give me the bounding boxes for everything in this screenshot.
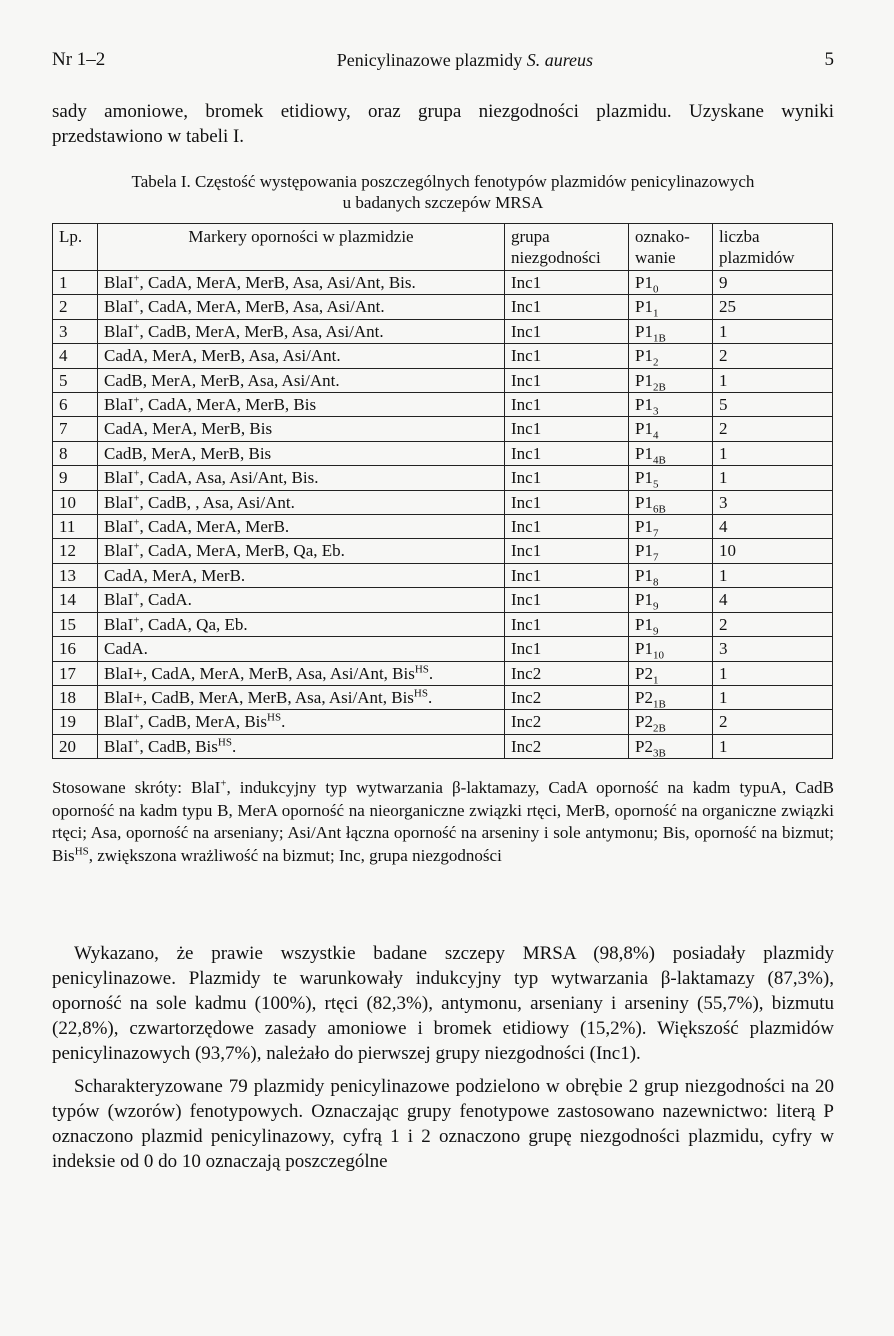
code-main: P2 — [635, 736, 653, 756]
col-code-line1: oznako- — [635, 227, 690, 246]
cell-lp: 9 — [53, 466, 98, 490]
cell-markers — [98, 734, 505, 758]
cell-count: 1 — [713, 734, 833, 758]
table-row — [53, 612, 833, 636]
cell-code — [629, 734, 713, 758]
code-main: P1 — [635, 273, 653, 292]
col-count-line2: plazmidów — [719, 248, 795, 267]
cell-markers — [98, 637, 505, 661]
col-count-line1: liczba — [719, 227, 760, 246]
code-sub: 1B — [652, 332, 666, 345]
cell-code — [629, 319, 713, 343]
table-row — [53, 393, 833, 417]
marker-text: , CadB, MerA, Bis — [139, 712, 267, 732]
body-paragraph-1: Wykazano, że prawie wszystkie badane szczepy MRSA (98,8%) posiadały plazmidy penicylinazowe. Plazmidy te warunkowały indukcyjny typ wytwarzania β-laktamazy (87,3%), oporność na sole kadmu (100%), rtęci (82,3%), antymonu, arseniany i arseniny (55,7%), bizmutu (22,8%), czwartorzędowe zasady amoniowe i bromek etidiowy (15,2%). Większość plazmidów penicylinazowych (93,7%), należało do pierwszej grupy niezgodności (Inc1). — [52, 943, 834, 1065]
marker-prefix-sup: + — [133, 492, 140, 504]
marker-text: , CadA, MerA, MerB, Asa, Asi/Ant. — [139, 297, 385, 317]
marker-text: CadA, MerA, MerB, Bis — [104, 419, 273, 439]
cell-markers — [98, 441, 505, 465]
cell-lp: 7 — [53, 417, 98, 441]
code-main: P1 — [635, 492, 653, 512]
cell-code — [629, 661, 713, 685]
cell-code — [629, 393, 713, 417]
cell-code — [629, 441, 713, 465]
cell-group: Inc2 — [505, 685, 629, 709]
table-row — [53, 466, 833, 490]
cell-lp: 2 — [53, 295, 98, 319]
code-main: P1 — [635, 443, 653, 463]
cell-group: Inc1 — [505, 319, 629, 343]
cell-count: 3 — [713, 637, 833, 661]
code-sub: 5 — [652, 478, 659, 491]
code-sub: 7 — [652, 527, 659, 540]
marker-prefix-sup: + — [133, 516, 140, 529]
marker-suffix: . — [231, 736, 237, 756]
cell-count: 1 — [713, 319, 833, 343]
marker-text: , CadA. — [139, 590, 192, 610]
marker-text: , CadB, MerA, MerB, Asa, Asi/Ant. — [139, 321, 384, 341]
caption-line-2: u badanych szczepów MRSA — [342, 193, 544, 212]
cell-markers — [98, 417, 505, 441]
code-main: P1 — [635, 590, 653, 610]
col-group — [505, 224, 629, 271]
marker-prefix-sup: + — [133, 272, 140, 285]
marker-prefix: BlaI — [104, 541, 134, 561]
cell-count: 2 — [713, 417, 833, 441]
code-sub: 1 — [652, 307, 659, 320]
code-sub: 4B — [652, 454, 666, 467]
cell-count: 2 — [713, 612, 833, 636]
cell-lp: 12 — [53, 539, 98, 563]
marker-text: CadB, MerA, MerB, Bis — [104, 443, 272, 463]
marker-prefix: BlaI — [104, 297, 134, 317]
cell-lp: 19 — [53, 710, 98, 734]
cell-count: 25 — [713, 295, 833, 319]
cell-lp: 6 — [53, 393, 98, 417]
table-row — [53, 441, 833, 465]
table-header-row — [53, 224, 833, 271]
cell-lp: 16 — [53, 637, 98, 661]
cell-code — [629, 515, 713, 539]
table-row — [53, 539, 833, 563]
plasmid-table — [52, 223, 833, 759]
cell-count: 4 — [713, 515, 833, 539]
table-row — [53, 417, 833, 441]
marker-text: CadA, MerA, MerB, Asa, Asi/Ant. — [104, 346, 341, 366]
code-sub: 7 — [652, 551, 659, 564]
code-main: P1 — [635, 639, 653, 659]
marker-prefix: BlaI — [104, 590, 134, 610]
marker-prefix: BlaI — [104, 395, 134, 415]
marker-text: BlaI+, CadA, MerA, MerB, Asa, Asi/Ant, Bis — [104, 663, 415, 683]
col-code-line2: wanie — [635, 248, 676, 267]
running-title-species: S. aureus — [526, 50, 594, 70]
cell-markers — [98, 393, 505, 417]
code-main: P1 — [635, 297, 653, 317]
code-main: P1 — [635, 565, 653, 585]
cell-count: 1 — [713, 368, 833, 392]
marker-prefix: BlaI — [104, 273, 134, 292]
cell-group: Inc1 — [505, 539, 629, 563]
table-row — [53, 368, 833, 392]
marker-text: , CadB, , Asa, Asi/Ant. — [139, 492, 295, 512]
page — [52, 48, 834, 1174]
cell-code — [629, 710, 713, 734]
marker-text: , CadA, MerA, MerB. — [139, 517, 290, 537]
code-main: P1 — [635, 541, 653, 561]
cell-code — [629, 637, 713, 661]
marker-text: , CadA, Qa, Eb. — [139, 614, 248, 634]
table-row — [53, 563, 833, 587]
table-body — [53, 271, 833, 759]
marker-text: CadB, MerA, MerB, Asa, Asi/Ant. — [104, 370, 340, 390]
code-sub: 8 — [652, 576, 659, 589]
marker-prefix: BlaI — [104, 614, 134, 634]
cell-lp: 10 — [53, 490, 98, 514]
cell-count: 2 — [713, 344, 833, 368]
code-sub: 2B — [652, 722, 666, 735]
col-group-line1: grupa — [511, 227, 550, 246]
code-main: P1 — [635, 395, 653, 415]
marker-prefix-sup: + — [133, 589, 140, 602]
code-main: P1 — [635, 346, 653, 366]
marker-prefix-sup: + — [133, 614, 140, 627]
cell-lp: 5 — [53, 368, 98, 392]
note-part-b: , indukcyjny typ wytwarzania β-laktamazy, CadA oporność na kadm typuA, CadB oporność na kadm typu B, MerA oporność na nieorganiczne związki rtęci, MerB, oporność na organiczne związki rtęci; Asa, oporność na arseniany; Asi/Ant łączna oporność na arseniny i sole antymonu; Bis, oporność na bizmut; Bis — [52, 778, 834, 865]
code-sub: 1B — [652, 698, 666, 711]
cell-count: 1 — [713, 563, 833, 587]
cell-markers — [98, 563, 505, 587]
cell-group: Inc1 — [505, 271, 629, 295]
cell-lp: 13 — [53, 563, 98, 587]
marker-text: , CadA, MerA, MerB, Qa, Eb. — [139, 541, 345, 561]
cell-markers — [98, 539, 505, 563]
cell-code — [629, 612, 713, 636]
intro-paragraph: sady amoniowe, bromek etidiowy, oraz grupa niezgodności plazmidu. Uzyskane wyniki przedstawiono w tabeli I. — [52, 101, 834, 147]
cell-lp: 18 — [53, 685, 98, 709]
code-main: P2 — [635, 663, 653, 683]
table-row — [53, 490, 833, 514]
marker-prefix-sup: + — [133, 736, 140, 749]
marker-sup: HS — [267, 711, 282, 724]
running-title — [337, 48, 593, 72]
cell-count: 5 — [713, 393, 833, 417]
code-main: P1 — [635, 517, 653, 537]
note-sup-b: HS — [74, 844, 89, 857]
cell-count: 1 — [713, 441, 833, 465]
code-sub: 1 — [652, 673, 659, 686]
marker-prefix-sup: + — [133, 321, 140, 334]
table-row — [53, 515, 833, 539]
marker-text: CadA, MerA, MerB. — [104, 565, 246, 585]
cell-markers — [98, 710, 505, 734]
cell-group: Inc1 — [505, 515, 629, 539]
table-row — [53, 734, 833, 758]
cell-markers — [98, 515, 505, 539]
code-sub: 9 — [652, 600, 659, 613]
cell-count: 1 — [713, 685, 833, 709]
cell-code — [629, 466, 713, 490]
cell-code — [629, 490, 713, 514]
marker-text: , CadA, MerA, MerB, Asa, Asi/Ant, Bis. — [139, 273, 416, 292]
caption-line-1: Tabela I. Częstość występowania poszczególnych fenotypów plazmidów penicylinazowych — [131, 172, 755, 191]
cell-code — [629, 539, 713, 563]
code-sub: 9 — [652, 625, 659, 638]
code-sub: 4 — [652, 429, 659, 442]
cell-group: Inc1 — [505, 563, 629, 587]
marker-text: CadA. — [104, 639, 148, 659]
cell-code — [629, 368, 713, 392]
cell-count: 2 — [713, 710, 833, 734]
code-main: P1 — [635, 419, 653, 439]
marker-text: , CadA, Asa, Asi/Ant, Bis. — [139, 468, 319, 488]
marker-prefix: BlaI — [104, 736, 134, 756]
cell-code — [629, 344, 713, 368]
cell-count: 10 — [713, 539, 833, 563]
cell-markers — [98, 368, 505, 392]
table-caption — [52, 171, 834, 213]
marker-sup: HS — [217, 736, 232, 749]
code-sub: 2B — [652, 381, 666, 394]
cell-count: 3 — [713, 490, 833, 514]
cell-code — [629, 417, 713, 441]
cell-count: 4 — [713, 588, 833, 612]
code-main: P1 — [635, 468, 653, 488]
marker-sup: HS — [414, 662, 429, 675]
table-row — [53, 710, 833, 734]
cell-markers — [98, 295, 505, 319]
cell-code — [629, 685, 713, 709]
code-sub: 0 — [652, 283, 659, 296]
marker-prefix: BlaI — [104, 712, 134, 732]
note-part-a: Stosowane skróty: BlaI — [52, 778, 221, 798]
cell-group: Inc2 — [505, 710, 629, 734]
code-sub: 6B — [652, 503, 666, 516]
cell-group: Inc1 — [505, 393, 629, 417]
cell-markers — [98, 271, 505, 295]
note-part-c: , zwiększona wrażliwość na bizmut; Inc, grupa niezgodności — [88, 845, 502, 865]
col-group-line2: niezgodności — [511, 248, 601, 267]
cell-group: Inc1 — [505, 588, 629, 612]
cell-code — [629, 588, 713, 612]
cell-group: Inc1 — [505, 368, 629, 392]
marker-suffix: . — [281, 712, 286, 732]
code-sub: 3B — [652, 747, 666, 760]
cell-markers — [98, 685, 505, 709]
marker-suffix: . — [428, 663, 434, 683]
marker-text: BlaI+, CadB, MerA, MerB, Asa, Asi/Ant, Bis — [104, 687, 414, 707]
cell-group: Inc1 — [505, 637, 629, 661]
col-code — [629, 224, 713, 271]
table-row — [53, 271, 833, 295]
code-main: P1 — [635, 370, 653, 390]
cell-lp: 11 — [53, 515, 98, 539]
marker-prefix-sup: + — [133, 296, 140, 309]
code-sub: 2 — [652, 356, 659, 369]
cell-code — [629, 295, 713, 319]
cell-lp: 15 — [53, 612, 98, 636]
cell-count: 9 — [713, 271, 833, 295]
cell-group: Inc1 — [505, 466, 629, 490]
cell-group: Inc1 — [505, 344, 629, 368]
cell-group: Inc2 — [505, 734, 629, 758]
cell-markers — [98, 661, 505, 685]
cell-markers — [98, 588, 505, 612]
page-number: 5 — [824, 49, 834, 70]
body-paragraph-2: Scharakteryzowane 79 plazmidy penicylinazowe podzielono w obrębie 2 grup niezgodności na 20 typów (wzorów) fenotypowych. Oznaczając grupy fenotypowe zastosowano nazewnictwo: literą P oznaczono plazmid penicylinazowy, cyfrą 1 i 2 oznaczono grupę niezgodności plazmidu, cyfry w indeksie od 0 do 10 oznaczają poszczególne — [52, 1076, 834, 1173]
marker-prefix: BlaI — [104, 492, 134, 512]
table-row — [53, 295, 833, 319]
note-sup-a: + — [220, 777, 227, 790]
cell-count: 1 — [713, 661, 833, 685]
marker-prefix: BlaI — [104, 468, 134, 488]
table-row — [53, 637, 833, 661]
marker-text: , CadA, MerA, MerB, Bis — [139, 395, 317, 415]
cell-code — [629, 271, 713, 295]
cell-group: Inc1 — [505, 490, 629, 514]
code-main: P1 — [635, 321, 653, 341]
code-main: P2 — [635, 712, 653, 732]
journal-issue: Nr 1–2 — [52, 49, 106, 70]
marker-suffix: . — [427, 687, 433, 707]
cell-markers — [98, 490, 505, 514]
code-sub: 10 — [652, 649, 664, 662]
cell-lp: 17 — [53, 661, 98, 685]
cell-lp: 4 — [53, 344, 98, 368]
cell-lp: 3 — [53, 319, 98, 343]
cell-markers — [98, 466, 505, 490]
cell-lp: 20 — [53, 734, 98, 758]
cell-group: Inc1 — [505, 417, 629, 441]
cell-markers — [98, 344, 505, 368]
code-main: P1 — [635, 614, 653, 634]
table-row — [53, 588, 833, 612]
cell-lp: 14 — [53, 588, 98, 612]
running-title-text: Penicylinazowe plazmidy — [336, 50, 523, 70]
table-row — [53, 661, 833, 685]
cell-group: Inc1 — [505, 441, 629, 465]
cell-code — [629, 563, 713, 587]
col-lp: Lp. — [53, 224, 98, 271]
cell-lp: 8 — [53, 441, 98, 465]
marker-sup: HS — [413, 687, 428, 700]
cell-group: Inc1 — [505, 612, 629, 636]
marker-prefix-sup: + — [133, 467, 140, 480]
col-count — [713, 224, 833, 271]
cell-markers — [98, 319, 505, 343]
table-row — [53, 344, 833, 368]
marker-text: , CadB, Bis — [139, 736, 218, 756]
cell-markers — [98, 612, 505, 636]
table-row — [53, 319, 833, 343]
marker-prefix-sup: + — [133, 711, 140, 724]
abbreviations-note — [52, 777, 834, 867]
code-main: P2 — [635, 687, 653, 707]
table-row — [53, 685, 833, 709]
code-sub: 3 — [652, 405, 659, 418]
cell-lp: 1 — [53, 271, 98, 295]
marker-prefix: BlaI — [104, 517, 134, 537]
cell-count: 1 — [713, 466, 833, 490]
marker-prefix: BlaI — [104, 321, 134, 341]
marker-prefix-sup: + — [133, 540, 140, 553]
col-markers: Markery oporności w plazmidzie — [98, 224, 505, 271]
cell-group: Inc2 — [505, 661, 629, 685]
cell-group: Inc1 — [505, 295, 629, 319]
marker-prefix-sup: + — [133, 394, 140, 407]
running-head — [52, 48, 834, 72]
